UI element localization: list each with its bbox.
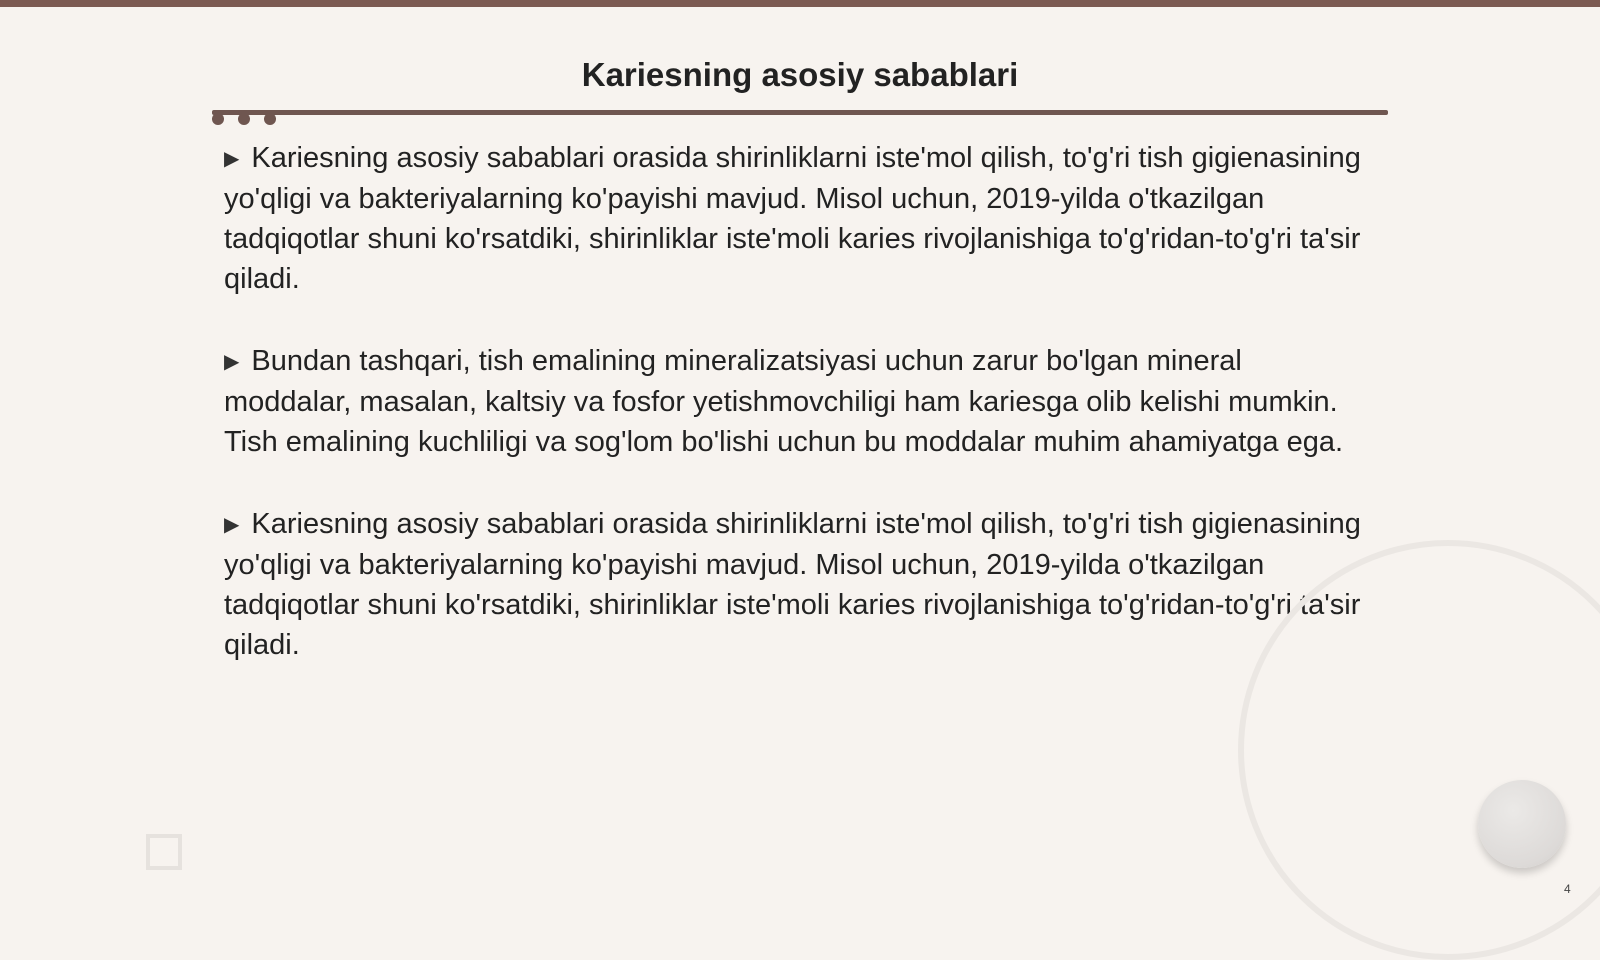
decorative-sphere <box>1478 780 1566 868</box>
bullet-item <box>224 504 1364 665</box>
triangle-right-icon: ▶ <box>224 514 240 536</box>
bullet-text: Bundan tashqari, tish emalining mineralizatsiyasi uchun zarur bo'lgan mineral moddalar, masalan, kaltsiy va fosfor yetishmovchiligi ham kariesga olib kelishi mumkin. Tish emalining kuchliligi va sog'lom bo'lishi uchun bu moddalar muhim ahamiyatga ega. <box>224 345 1344 458</box>
page-number: 4 <box>1564 882 1571 896</box>
triangle-right-icon: ▶ <box>224 351 240 373</box>
underline-dot <box>212 113 224 125</box>
bullet-text: Kariesning asosiy sabablari orasida shirinliklarni iste'mol qilish, to'g'ri tish gigienasining yo'qligi va bakteriyalarning ko'payishi mavjud. Misol uchun, 2019-yilda o'tkazilgan tadqiqotlar shuni ko'rsatdiki, shirinliklar iste'moli karies rivojlanishiga to'g'ridan-to'g'ri ta'sir qiladi. <box>224 508 1361 661</box>
bullet-item <box>224 341 1364 462</box>
underline-dot <box>264 113 276 125</box>
slide-title: Kariesning asosiy sabablari <box>581 56 1019 93</box>
top-accent-bar <box>0 0 1600 7</box>
underline-dot <box>238 113 250 125</box>
title-underline <box>212 110 1388 115</box>
triangle-right-icon: ▶ <box>224 148 240 170</box>
bullet-list <box>224 138 1364 707</box>
bullet-text: Kariesning asosiy sabablari orasida shirinliklarni iste'mol qilish, to'g'ri tish gigienasining yo'qligi va bakteriyalarning ko'payishi mavjud. Misol uchun, 2019-yilda o'tkazilgan tadqiqotlar shuni ko'rsatdiki, shirinliklar iste'moli karies rivojlanishiga to'g'ridan-to'g'ri ta'sir qiladi. <box>224 142 1361 295</box>
decorative-square <box>146 834 182 870</box>
bullet-item <box>224 138 1364 299</box>
